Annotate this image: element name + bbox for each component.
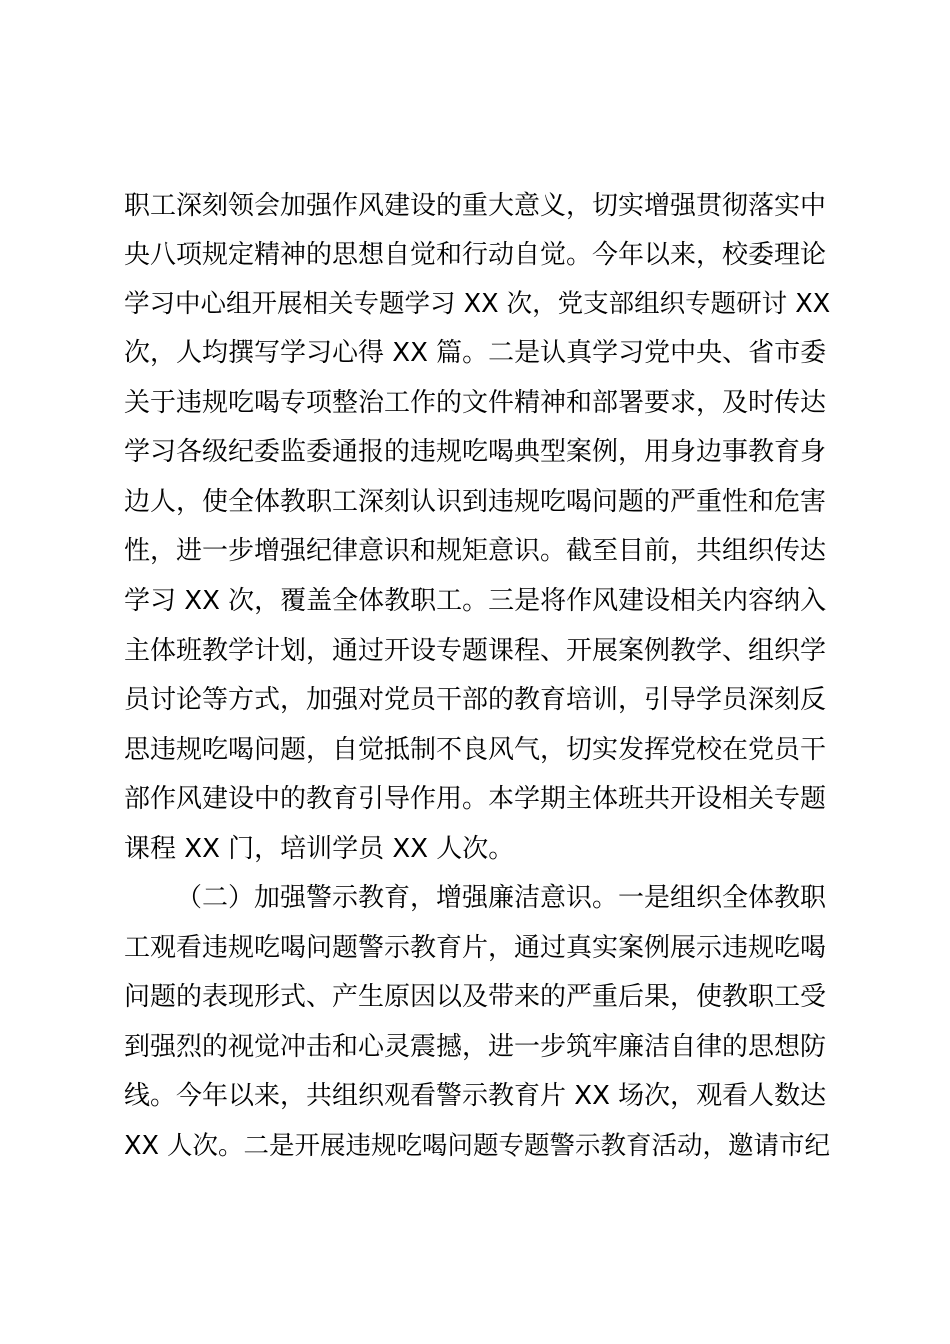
body-text-line: 学习 XX 次，覆盖全体教职工。三是将作风建设相关内容纳入 xyxy=(124,586,827,616)
body-text-line: 边人，使全体教职工深刻认识到违规吃喝问题的严重性和危害 xyxy=(124,487,827,517)
body-text-line: 思违规吃喝问题，自觉抵制不良风气，切实发挥党校在党员干 xyxy=(124,735,827,765)
body-text-line: 学习各级纪委监委通报的违规吃喝典型案例，用身边事教育身 xyxy=(124,437,827,467)
section-heading-line: （二）加强警示教育，增强廉洁意识。一是组织全体教职 xyxy=(176,883,827,913)
body-text-line: 央八项规定精神的思想自觉和行动自觉。今年以来，校委理论 xyxy=(124,240,827,270)
body-text-line: 部作风建设中的教育引导作用。本学期主体班共开设相关专题 xyxy=(124,784,827,814)
body-text-line: 工观看违规吃喝问题警示教育片，通过真实案例展示违规吃喝 xyxy=(124,933,827,963)
body-text-line: 关于违规吃喝专项整治工作的文件精神和部署要求，及时传达 xyxy=(124,388,827,418)
body-text-line: 次，人均撰写学习心得 XX 篇。二是认真学习党中央、省市委 xyxy=(124,338,827,368)
body-text-line: 到强烈的视觉冲击和心灵震撼，进一步筑牢廉洁自律的思想防 xyxy=(124,1032,827,1062)
body-text-line: 课程 XX 门，培训学员 XX 人次。 xyxy=(124,834,515,864)
body-text-line: 主体班教学计划，通过开设专题课程、开展案例教学、组织学 xyxy=(124,636,827,666)
body-text-line: 员讨论等方式，加强对党员干部的教育培训，引导学员深刻反 xyxy=(124,685,827,715)
body-text-line: 学习中心组开展相关专题学习 XX 次，党支部组织专题研讨 XX xyxy=(124,289,831,319)
body-text-line: 性，进一步增强纪律意识和规矩意识。截至目前，共组织传达 xyxy=(124,536,827,566)
body-text-line: XX 人次。二是开展违规吃喝问题专题警示教育活动，邀请市纪 xyxy=(124,1131,831,1161)
body-text-line: 线。今年以来，共组织观看警示教育片 XX 场次，观看人数达 xyxy=(124,1081,827,1111)
body-text-line: 职工深刻领会加强作风建设的重大意义，切实增强贯彻落实中 xyxy=(124,191,827,221)
body-text-line: 问题的表现形式、产生原因以及带来的严重后果，使教职工受 xyxy=(124,982,827,1012)
